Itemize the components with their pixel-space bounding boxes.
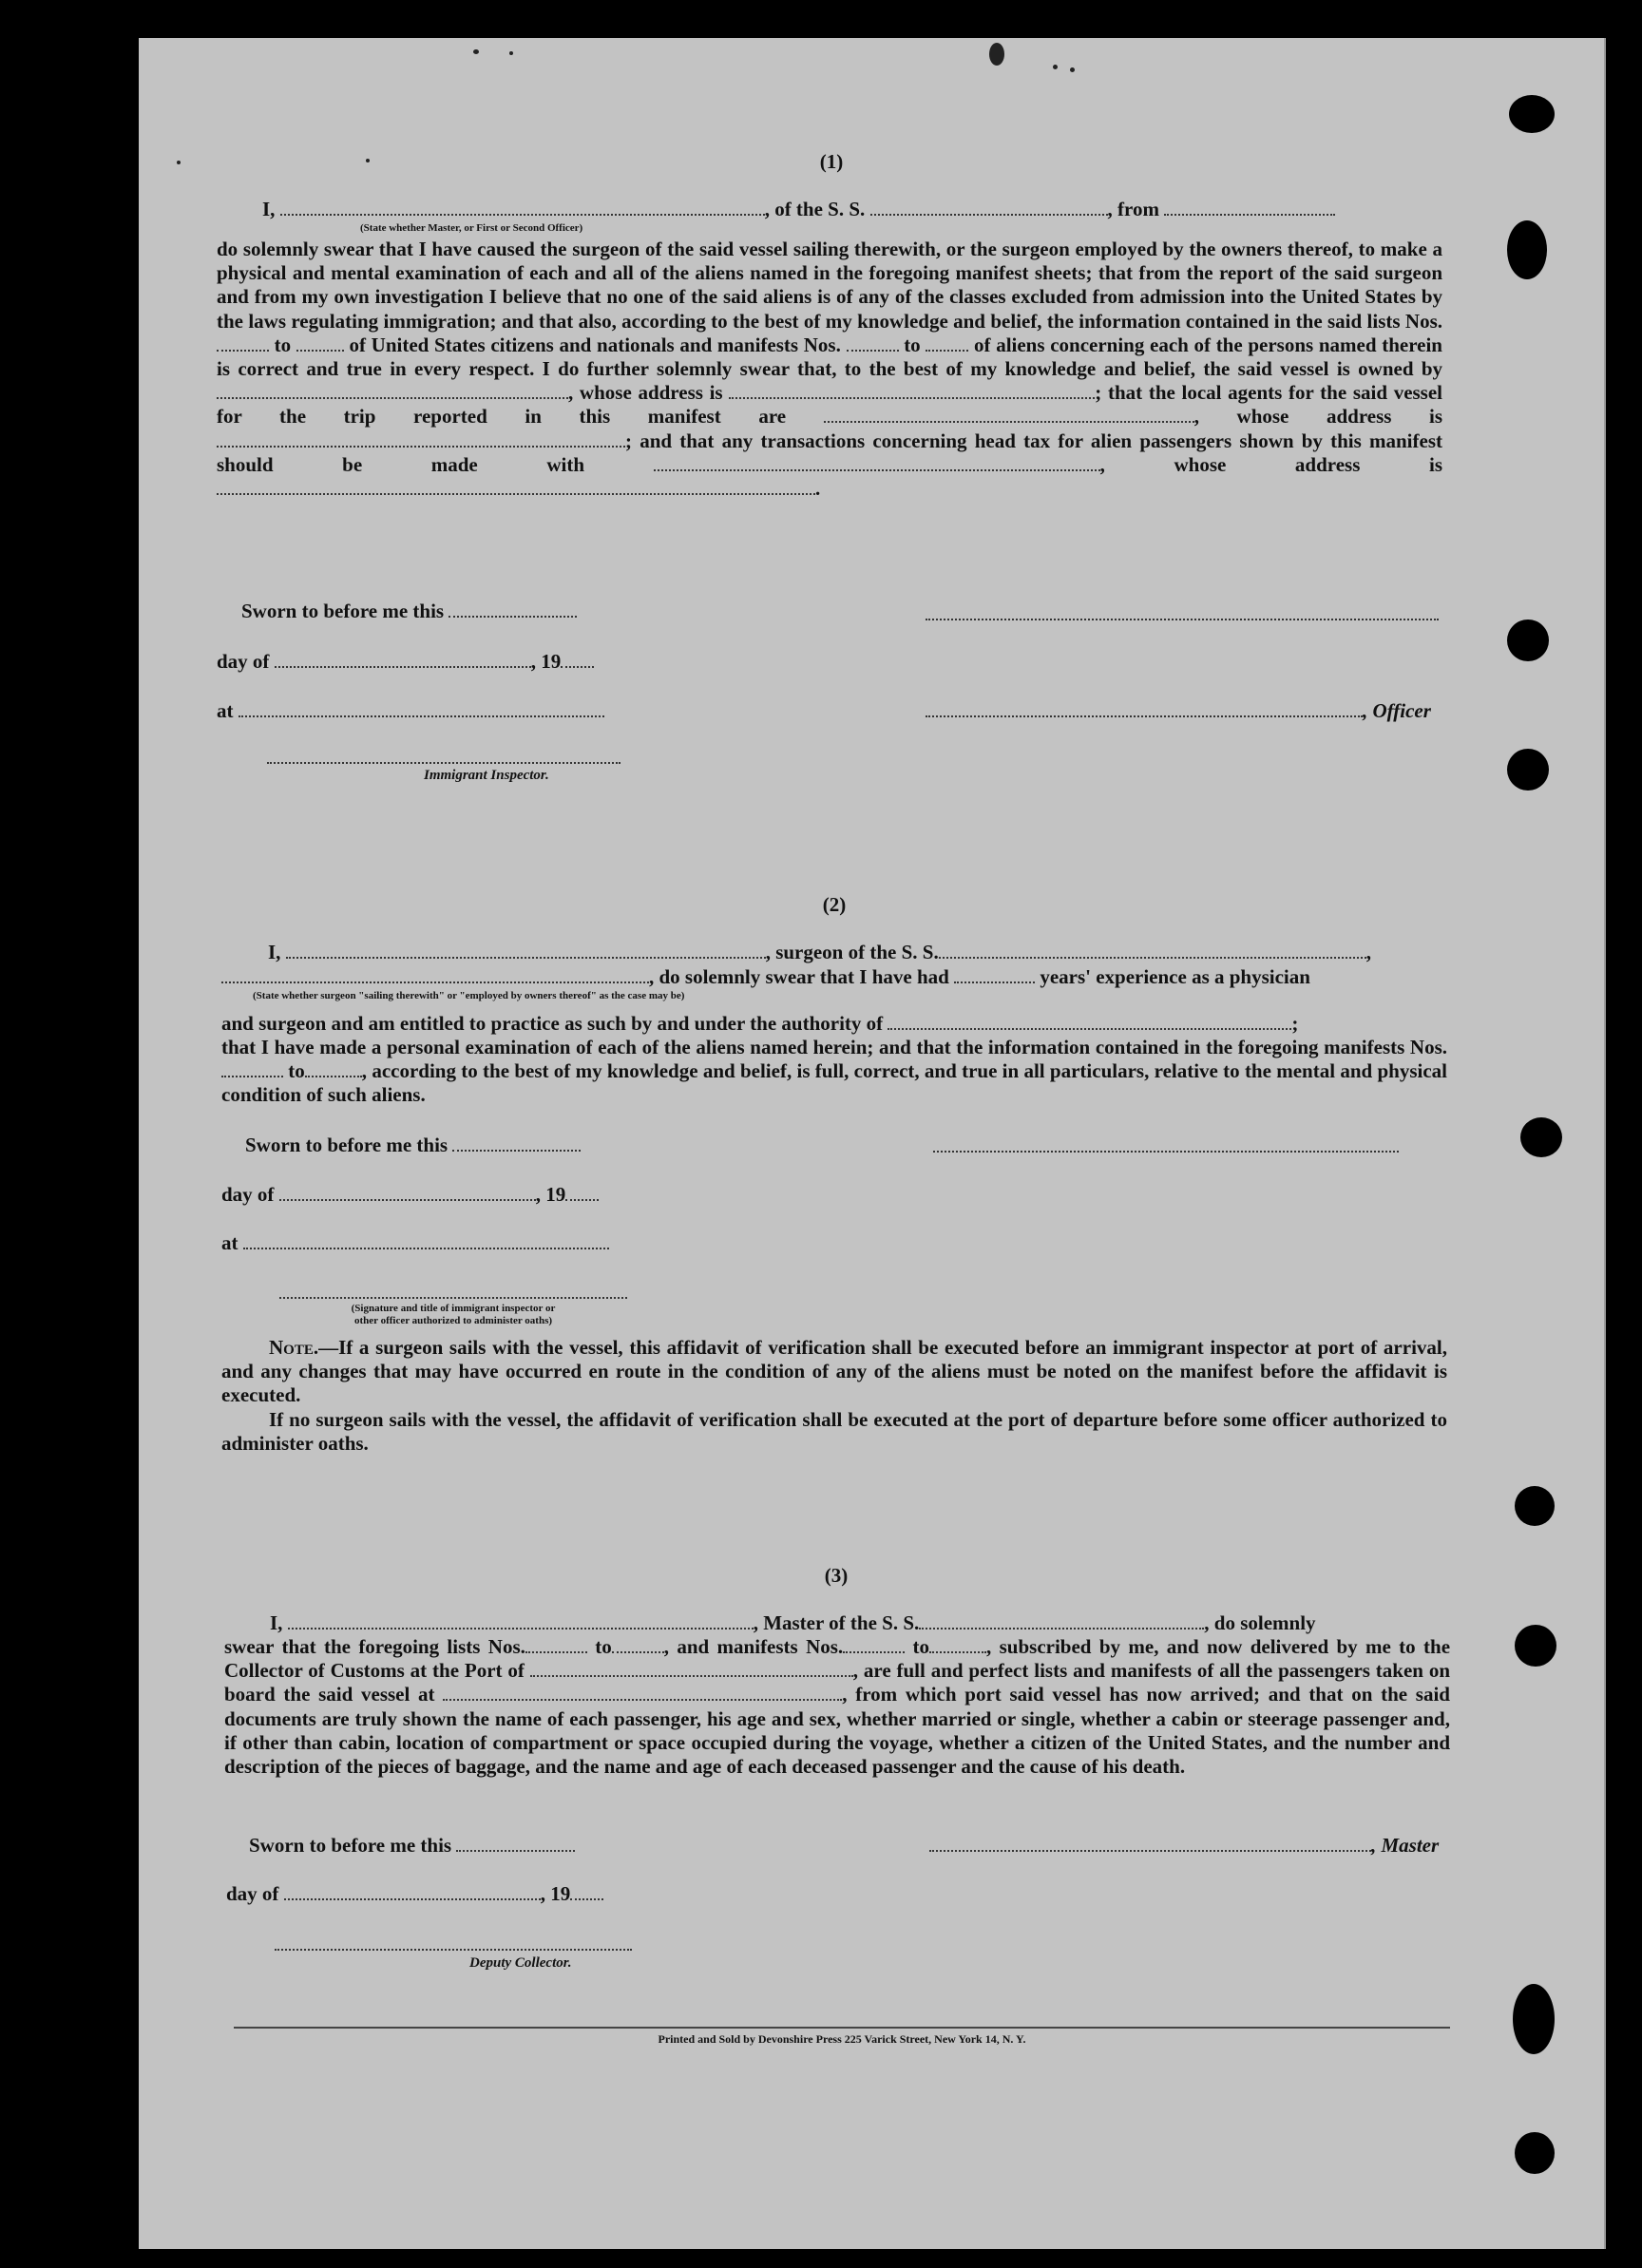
section-3-day-of: day of , 19 (226, 1882, 603, 1906)
surgeon-signature-line[interactable] (933, 1151, 1399, 1153)
binder-hole-4 (1507, 749, 1549, 791)
binder-hole-9 (1515, 2132, 1555, 2174)
year-blank-3[interactable] (570, 1882, 603, 1900)
binder-hole-8 (1513, 1984, 1555, 2054)
deputy-collector-caption: Deputy Collector. (469, 1955, 572, 1971)
master-label: , Master (1371, 1834, 1440, 1857)
section-2-line-1: I, , surgeon of the S. S. , (268, 941, 1371, 963)
binder-hole-7 (1515, 1625, 1556, 1667)
officer-signature-line[interactable] (926, 619, 1439, 620)
master-manifests-to-blank[interactable] (929, 1635, 986, 1653)
master-manifests-from-blank[interactable] (843, 1635, 905, 1653)
authority-blank[interactable] (888, 1012, 1291, 1030)
signature-hint-1: (Signature and title of immigrant inspector or (351, 1303, 556, 1314)
section-3-oath-text: swear that the foregoing lists Nos. to , and manifests Nos. to , subscribed by me, and now delivered by me to the Collector of Customs at the Port of , are full and perfect lists and manifests of all the passengers taken on board the said vessel at , from which port said vessel has now arrived; and that on the said documents are truly shown the name of each passenger, his age and sex, whether married or single, whether a cabin or steerage passenger and, if other than cabin, location of compartment or space occupied during the voyage, whether a citizen of the United States, and the number and description of the pieces of baggage, and the name and age of each deceased passenger and the cause of his death. (224, 1635, 1451, 1779)
master-signature-line[interactable] (929, 1834, 1371, 1852)
section-1-sworn: Sworn to before me this (241, 600, 577, 623)
speck (1070, 67, 1075, 72)
speck (509, 51, 513, 55)
master-lists-to-blank[interactable] (612, 1635, 664, 1653)
section-2-authority: and surgeon and am entitled to practice as such by and under the authority of ; (221, 1012, 1299, 1035)
lists-to-blank[interactable] (296, 334, 344, 352)
section-2-number: (2) (822, 893, 847, 916)
section-1-number: (1) (819, 150, 844, 173)
section-2-sworn: Sworn to before me this (245, 1134, 581, 1157)
ss-label: , of the S. S. (764, 198, 866, 220)
surgeon-name-blank[interactable] (286, 941, 766, 959)
immigrant-inspector-caption: Immigrant Inspector. (424, 768, 549, 783)
section-2-at: at (221, 1231, 609, 1255)
section-1-at: at (217, 699, 604, 723)
binder-hole-3 (1507, 619, 1549, 661)
head-tax-address-blank[interactable] (217, 477, 815, 495)
master-lists-from-blank[interactable] (525, 1635, 587, 1653)
signature-hint-2: other officer authorized to administer oaths) (353, 1315, 553, 1326)
day-of-blank-1[interactable] (275, 650, 531, 668)
manifests-to-blank[interactable] (926, 334, 968, 352)
master-ship-blank[interactable] (919, 1611, 1204, 1630)
day-of-blank-2[interactable] (279, 1183, 536, 1201)
section-1-line-1 (262, 198, 1431, 221)
section-2-line-2: , do solemnly swear that I have had years' experience as a physician (221, 965, 1310, 989)
binder-hole-1 (1509, 95, 1555, 133)
section-1-day-of: day of , 19 (217, 650, 594, 674)
officer-name-blank[interactable] (280, 198, 765, 216)
sworn-day-blank-1[interactable] (449, 600, 577, 618)
binder-hole-5 (1520, 1117, 1562, 1157)
binder-hole-2 (1507, 220, 1547, 279)
owner-blank[interactable] (217, 381, 568, 399)
from-port-blank[interactable] (1164, 198, 1335, 216)
surgeon-manifests-to-blank[interactable] (305, 1059, 362, 1077)
binder-hole-6 (1515, 1486, 1555, 1526)
inspector-signature-line[interactable] (267, 762, 621, 764)
section-3-number: (3) (824, 1564, 849, 1587)
port-blank[interactable] (530, 1659, 853, 1677)
speck (366, 159, 370, 162)
printer-imprint: Printed and Sold by Devonshire Press 225 Varick Street, New York 14, N. Y. (658, 2032, 1026, 2046)
embarkation-port-blank[interactable] (443, 1683, 842, 1701)
officer-title-row (926, 699, 1431, 723)
lists-from-blank[interactable] (217, 334, 269, 352)
surgeon-ship-blank[interactable] (939, 941, 1366, 959)
head-tax-agent-blank[interactable] (654, 453, 1100, 471)
speck (177, 161, 181, 164)
master-name-blank[interactable] (288, 1611, 754, 1630)
day-of-blank-3[interactable] (284, 1882, 541, 1900)
footer-rule (234, 2027, 1450, 2029)
officer-hint: (State whether Master, or First or Second Officer) (360, 222, 583, 234)
section-2-oath-text: that I have made a personal examination of each of the aliens named herein; and that the information contained in the foregoing manifests Nos. to , according to the best of my knowledge and belief, is full, correct, and true in all particulars, relative to the mental and physical condition of such aliens. (221, 1036, 1448, 1107)
master-signature-row (929, 1834, 1439, 1858)
form-page (139, 38, 1606, 2249)
speck (473, 49, 479, 54)
section-1-oath-text: do solemnly swear that I have caused the surgeon of the said vessel sailing therewith, or the surgeon employed by the owners thereof, to make a physical and mental examination of each and all of the aliens named in the foregoing manifest sheets; that from the report of the said surgeon and from my own investigation I believe that no one of the said aliens is of any of the classes excluded from admission into the United States by the laws regulating immigration; and that also, according to the best of my knowledge and belief, the information contained in the said lists Nos. to of United States citizens and nationals and manifests Nos. to of aliens concerning each of the persons named therein is correct and true in every respect. I do further solemnly swear that, to the best of my knowledge and belief, the said vessel is owned by , whose address is ; that the local agents for the said vessel for the trip reported in this manifest are , whose address is ; and that any transactions concerning head tax for alien passengers shown by this manifest should be made with , whose address is . (217, 238, 1443, 501)
deputy-collector-signature-line[interactable] (275, 1949, 632, 1951)
section-3-line-1: I, , Master of the S. S. , do solemnly (270, 1611, 1316, 1634)
section-3-sworn: Sworn to before me this (249, 1834, 575, 1858)
surgeon-hint: (State whether surgeon "sailing therewith" or "employed by owners thereof" as the case may be) (253, 990, 685, 1001)
section-2-note: Note.—If a surgeon sails with the vessel, this affidavit of verification shall be executed before an immigrant inspector at port of arrival, and any changes that may have occurred en route in the condition of any of the aliens must be noted on the manifest before the affidavit is executed. If no surgeon sails with the vessel, the affidavit of verification shall be executed at the port of departure before some officer authorized to administer oaths. (221, 1336, 1447, 1455)
year-blank-1[interactable] (561, 650, 594, 668)
owner-address-blank[interactable] (729, 381, 1095, 399)
surgeon-manifests-from-blank[interactable] (221, 1059, 283, 1077)
years-experience-blank[interactable] (954, 965, 1035, 983)
administering-officer-signature-line[interactable] (279, 1297, 627, 1299)
sworn-day-blank-2[interactable] (452, 1134, 581, 1152)
section-2-day-of: day of , 19 (221, 1183, 599, 1207)
speck (1053, 65, 1058, 69)
ship-name-blank[interactable] (870, 198, 1108, 216)
manifests-from-blank[interactable] (847, 334, 899, 352)
speck (989, 43, 1004, 66)
from-label: , from (1107, 198, 1159, 220)
year-blank-2[interactable] (565, 1183, 599, 1201)
officer-name-line[interactable] (926, 699, 1363, 717)
pronoun-i: I, (262, 198, 276, 220)
sworn-day-blank-3[interactable] (456, 1834, 575, 1852)
at-blank-2[interactable] (243, 1231, 609, 1249)
agents-address-blank[interactable] (217, 429, 625, 448)
officer-label: , Officer (1363, 699, 1431, 722)
agents-blank[interactable] (824, 405, 1194, 423)
surgeon-type-blank[interactable] (221, 965, 649, 983)
at-blank-1[interactable] (239, 699, 604, 717)
